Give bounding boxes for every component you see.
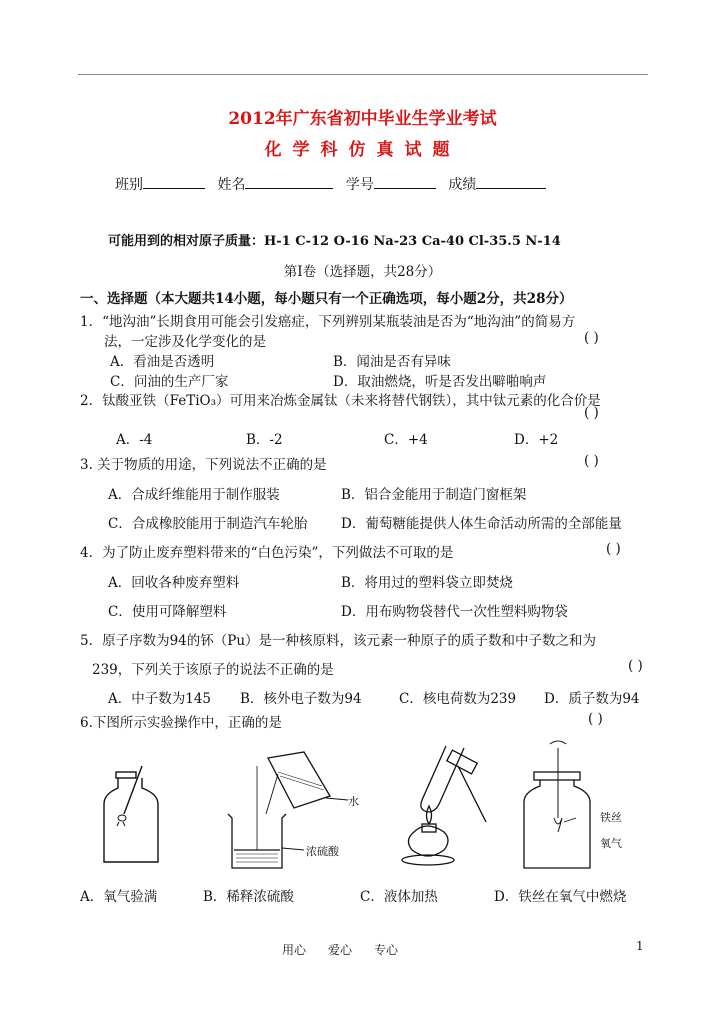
question-3-line-1: 3. 关于物质的用途，下列说法不正确的是 <box>80 457 327 473</box>
figure-c-liquid-heating <box>388 740 498 875</box>
question-4-line-1: 4．为了防止废弃塑料带来的“白色污染”，下列做法不可取的是 <box>80 545 454 561</box>
figure-b-dilute-acid <box>218 748 373 873</box>
score-blank[interactable] <box>476 175 546 189</box>
q4-option-c: C．使用可降解塑料 <box>108 604 227 620</box>
footer-motto-1: 用心 <box>282 943 307 957</box>
q5-option-c: C．核电荷数为239 <box>399 691 517 707</box>
q2-option-c: C．+4 <box>384 432 428 448</box>
q3-option-c: C．合成橡胶能用于制造汽车轮胎 <box>108 516 308 532</box>
score-label: 成绩 <box>448 177 477 193</box>
q1-option-a: A．看油是否透明 <box>110 354 215 370</box>
figure-d-caption: D．铁丝在氧气中燃烧 <box>494 889 627 905</box>
answer-paren-4[interactable]: ( ) <box>606 541 621 557</box>
q5-option-b: B．核外电子数为94 <box>240 691 362 707</box>
question-2-line-1: 2．钛酸亚铁（FeTiO₃）可用来冶炼金属钛（未来将替代钢铁），其中钛元素的化合价是 <box>80 393 601 409</box>
footer-motto <box>282 941 420 958</box>
part-title: 第Ⅰ卷（选择题，共28分） <box>283 264 442 280</box>
name-blank[interactable] <box>245 175 333 189</box>
figure-c-caption: C．液体加热 <box>360 889 438 905</box>
student-id-label: 学号 <box>345 177 374 193</box>
footer-motto-3: 专心 <box>374 943 399 957</box>
label-iron-wire: 铁丝 <box>600 811 622 824</box>
student-id-blank[interactable] <box>374 175 436 189</box>
class-label: 班别 <box>115 177 143 193</box>
q1-option-c: C．问油的生产厂家 <box>110 374 229 390</box>
answer-paren-2[interactable]: ( ) <box>584 405 599 421</box>
q5-option-d: D．质子数为94 <box>544 691 640 707</box>
q1-option-b: B．闻油是否有异味 <box>333 354 451 370</box>
q3-option-d: D．葡萄糖能提供人体生命活动所需的全部能量 <box>341 516 622 532</box>
question-1-line-2: 法，一定涉及化学变化的是 <box>104 334 266 350</box>
section-title: 一、选择题（本大题共14小题，每小题只有一个正确选项，每小题2分，共28分） <box>80 291 573 307</box>
question-6-line-1: 6.下图所示实验操作中，正确的是 <box>80 715 282 731</box>
exam-title: 2012年广东省初中毕业生学业考试 <box>228 109 497 129</box>
figure-a-caption: A．氧气验满 <box>80 889 158 905</box>
answer-paren-1[interactable]: ( ) <box>584 330 599 346</box>
q4-option-d: D．用布购物袋替代一次性塑料购物袋 <box>341 604 568 620</box>
answer-paren-6[interactable]: ( ) <box>588 711 603 727</box>
q2-option-b: B．-2 <box>246 432 283 448</box>
exam-subtitle: 化学科仿真试题 <box>264 140 461 160</box>
name-label: 姓名 <box>217 177 246 193</box>
atomic-masses: 可能用到的相对原子质量：H-1 C-12 O-16 Na-23 Ca-40 Cl-35.5 N-14 <box>108 234 561 249</box>
answer-paren-3[interactable]: ( ) <box>584 453 599 469</box>
q4-option-b: B．将用过的塑料袋立即焚烧 <box>341 575 513 591</box>
figure-d-iron-wire-burning <box>520 740 600 875</box>
q4-option-a: A．回收各种废弃塑料 <box>108 575 240 591</box>
student-info-row <box>115 174 554 194</box>
q2-option-a: A．-4 <box>116 432 153 448</box>
class-blank[interactable] <box>143 175 205 189</box>
q5-option-a: A．中子数为145 <box>108 691 212 707</box>
q3-option-b: B．铝合金能用于制造门窗框架 <box>341 487 527 503</box>
question-5-line-2: 239，下列关于该原子的说法不正确的是 <box>92 662 334 678</box>
q2-option-d: D．+2 <box>514 432 559 448</box>
label-water: 水 <box>348 795 359 808</box>
q3-option-a: A．合成纤维能用于制作服装 <box>108 487 280 503</box>
figure-b-caption: B．稀释浓硫酸 <box>203 889 294 905</box>
header-rule <box>78 74 648 75</box>
figure-a-oxygen-test <box>92 752 172 872</box>
footer-motto-2: 爱心 <box>328 943 353 957</box>
label-oxygen: 氧气 <box>600 837 622 850</box>
question-5-line-1: 5．原子序数为94的钚（Pu）是一种核原料，该元素一种原子的质子数和中子数之和为 <box>80 633 597 649</box>
q1-option-d: D．取油燃烧，听是否发出噼啪响声 <box>333 374 547 390</box>
question-1-line-1: 1．“地沟油”长期食用可能会引发癌症，下列辨别某瓶装油是否为“地沟油”的简易方 <box>80 314 576 330</box>
label-concentrated-acid: 浓硫酸 <box>306 845 339 858</box>
page-number: 1 <box>636 939 644 953</box>
answer-paren-5[interactable]: ( ) <box>628 658 643 674</box>
